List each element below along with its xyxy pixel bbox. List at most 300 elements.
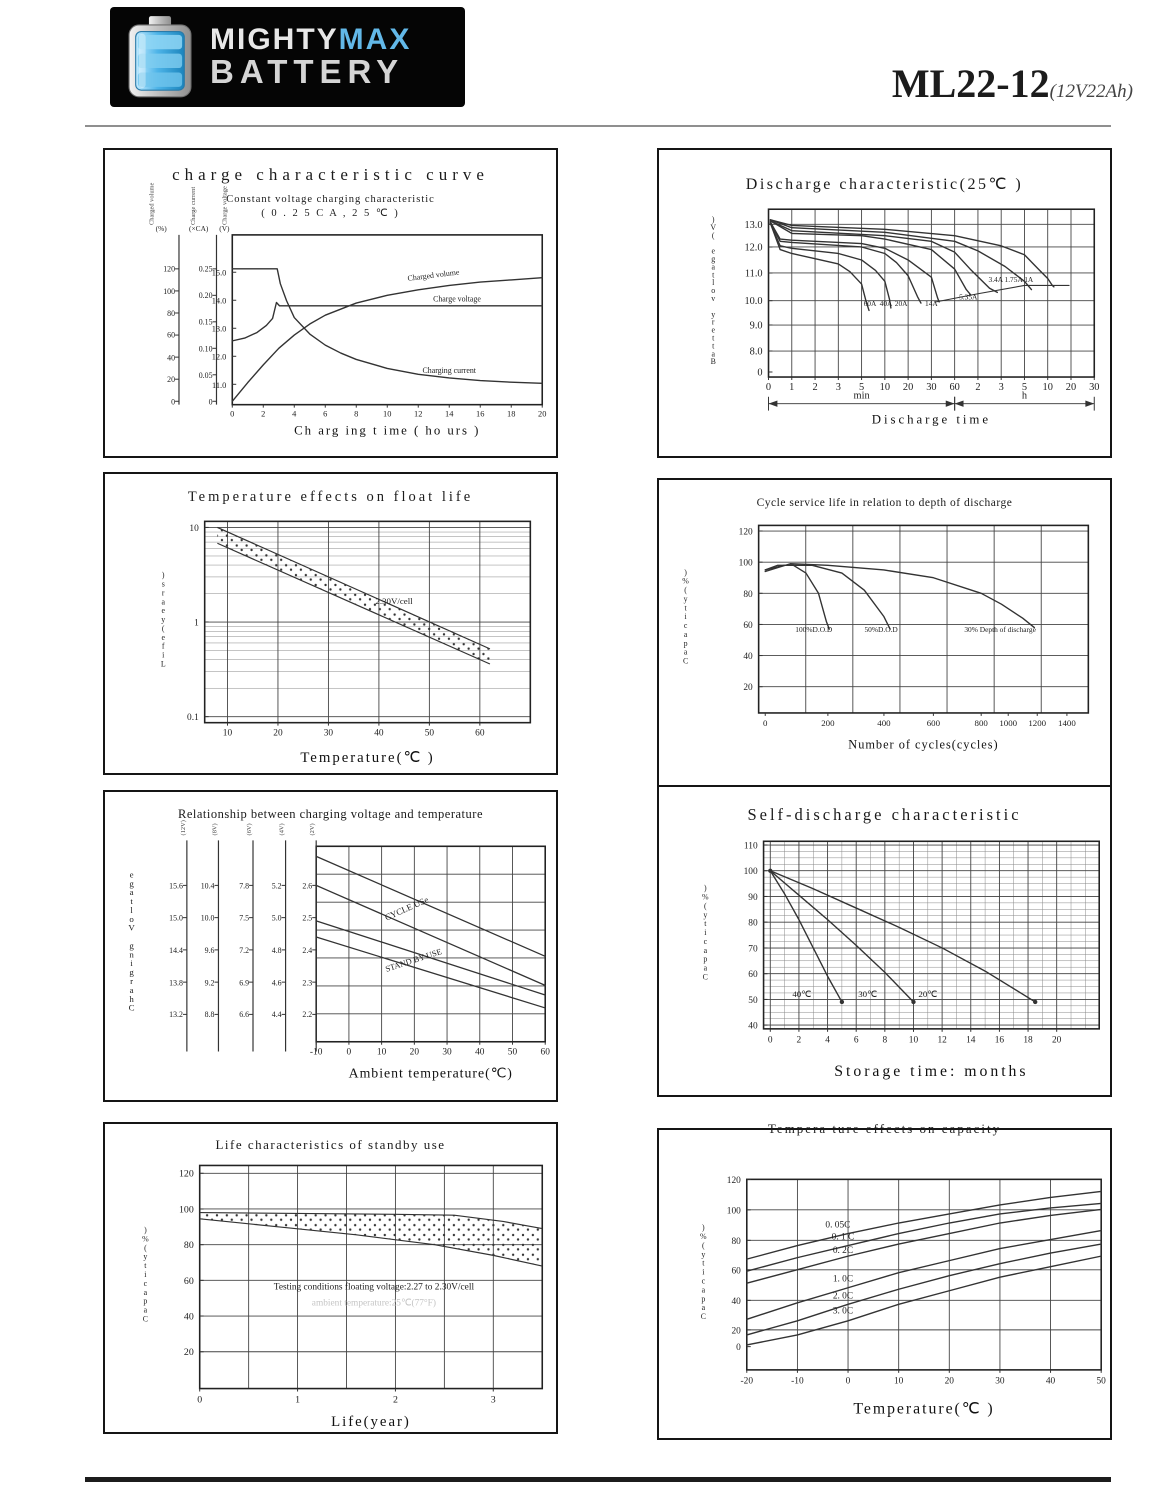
chart-title: Discharge characteristic(25℃ ) [745,176,1024,193]
svg-text:a: a [703,945,708,955]
svg-text:y: y [703,910,708,920]
svg-text:(: ( [144,1243,147,1253]
svg-text:0.05: 0.05 [198,371,213,381]
svg-text:5: 5 [858,381,865,393]
svg-text:y: y [143,1252,148,1262]
chart-title: charge characteristic curve [172,165,489,184]
svg-text:40: 40 [748,1021,758,1032]
svg-text:Storage time: months: Storage time: months [834,1063,1029,1081]
svg-text:CYCLE USe: CYCLE USe [383,894,430,923]
chart-title: Cycle service life in relation to depth of discharge [756,497,1013,509]
svg-text:1: 1 [194,618,199,629]
svg-text:800: 800 [974,717,988,728]
svg-text:0. 1 C: 0. 1 C [831,1232,855,1243]
svg-text:Charged volume: Charged volume [148,182,156,226]
svg-text:120: 120 [738,527,753,538]
svg-text:t: t [712,333,715,343]
svg-text:Ch arg ing t ime ( ho urs ): Ch arg ing t ime ( ho urs ) [294,423,481,438]
svg-text:2.4: 2.4 [302,945,313,955]
svg-text:9.0: 9.0 [749,320,763,332]
svg-text:120: 120 [163,264,176,274]
svg-text:t: t [702,1258,705,1268]
svg-text:0: 0 [197,1394,203,1406]
svg-text:7.2: 7.2 [239,945,250,955]
svg-text:-20: -20 [740,1376,754,1387]
svg-text:3. 0C: 3. 0C [832,1306,854,1317]
svg-text:C: C [700,1312,706,1322]
chart-title: Self-discharge characteristic [747,805,1022,824]
svg-text:%: % [700,1232,707,1242]
svg-text:400: 400 [877,717,891,728]
svg-text:0.1: 0.1 [187,713,199,724]
svg-text:60: 60 [167,330,176,340]
svg-text:3.4A 1.75A 1A: 3.4A 1.75A 1A [988,274,1034,284]
svg-text:60: 60 [748,970,758,981]
svg-text:(8V): (8V) [211,823,219,836]
svg-text:3: 3 [998,381,1004,393]
svg-text:60: 60 [731,1266,741,1277]
svg-text:120: 120 [178,1168,194,1180]
discharge-characteristic-panel [657,148,1112,458]
charging-voltage-temperature-chart [105,792,556,1100]
svg-text:0: 0 [171,397,176,407]
svg-text:0: 0 [346,1047,352,1058]
svg-text:C: C [128,1002,135,1013]
svg-text:a: a [701,1285,706,1295]
float-life-chart [105,474,556,773]
chart-title: Tempera ture effects on capacity [767,1121,1002,1136]
svg-text:80: 80 [748,918,758,929]
svg-text:(4V): (4V) [278,823,286,836]
svg-text:4.6: 4.6 [271,978,282,988]
svg-text:(: ( [161,623,165,633]
svg-text:8.8: 8.8 [204,1010,215,1020]
svg-text:1000: 1000 [999,717,1018,728]
svg-text:B: B [710,357,716,367]
svg-text:Number of cycles(cycles): Number of cycles(cycles) [848,737,999,752]
svg-text:40: 40 [475,1047,485,1058]
svg-text:-10: -10 [791,1376,804,1387]
svg-text:(×CA): (×CA) [189,223,209,233]
svg-text:a: a [143,1287,148,1297]
svg-text:c: c [701,1276,706,1286]
svg-text:30: 30 [1089,381,1100,393]
svg-text:i: i [144,1270,147,1280]
svg-text:0: 0 [765,381,772,393]
battery-icon [124,15,196,99]
brand-text [210,22,412,91]
svg-text:V: V [128,922,135,933]
svg-text:10: 10 [908,1035,919,1046]
svg-text:(12V): (12V) [179,820,187,836]
svg-text:e: e [161,632,165,642]
svg-text:6.9: 6.9 [239,978,250,988]
svg-text:(2V): (2V) [309,823,317,836]
svg-text:8.0: 8.0 [749,346,763,358]
svg-text:12: 12 [937,1035,947,1046]
svg-text:3: 3 [490,1394,496,1406]
svg-text:30℃: 30℃ [858,988,878,999]
svg-text:11.0: 11.0 [744,268,763,280]
svg-text:10: 10 [376,1047,387,1058]
svg-text:120: 120 [726,1175,741,1186]
svg-text:12.0: 12.0 [744,242,763,254]
svg-text:7.8: 7.8 [239,881,250,891]
svg-text:60: 60 [949,381,960,393]
svg-text:y: y [683,594,688,604]
svg-text:15.0: 15.0 [211,268,227,278]
svg-text:100: 100 [743,867,758,878]
svg-text:a: a [701,1303,706,1313]
svg-text:o: o [711,286,716,296]
svg-text:13.8: 13.8 [169,978,183,988]
svg-text:14.4: 14.4 [169,945,183,955]
svg-text:Ambient temperature(℃): Ambient temperature(℃) [348,1065,513,1081]
svg-text:0: 0 [230,409,235,419]
svg-text:a: a [683,629,688,639]
svg-text:a: a [711,262,715,272]
svg-text:2. 0C: 2. 0C [832,1291,854,1302]
svg-text:y: y [711,309,716,319]
svg-text:10: 10 [383,409,392,419]
svg-text:100: 100 [178,1204,194,1216]
svg-text:20: 20 [1052,1035,1062,1046]
svg-text:1. 0C: 1. 0C [832,1274,854,1285]
svg-text:a: a [143,1305,148,1315]
svg-text:3: 3 [835,381,841,393]
svg-text:40℃: 40℃ [792,988,812,999]
svg-text:8: 8 [882,1035,888,1046]
svg-text:5: 5 [1021,381,1028,393]
svg-text:600: 600 [926,717,941,728]
svg-text:10.0: 10.0 [200,913,215,923]
svg-text:L: L [160,659,166,669]
svg-text:15.6: 15.6 [169,881,183,891]
svg-text:C: C [142,1314,149,1324]
svg-text:100: 100 [738,558,753,569]
svg-text:14.0: 14.0 [211,296,227,306]
svg-text:%: % [682,576,689,586]
svg-text:i: i [702,1267,705,1277]
svg-text:r: r [161,588,165,598]
svg-text:4.8: 4.8 [271,945,282,955]
footer-rule [85,1477,1111,1482]
svg-text:60A: 60A [863,299,877,309]
svg-text:4: 4 [292,409,297,419]
svg-text:100%D.O.D: 100%D.O.D [795,625,833,635]
model-number: ML22-12 [891,61,1050,106]
svg-text:t: t [130,896,133,907]
svg-text:20: 20 [731,1326,741,1337]
svg-text:y: y [701,1249,706,1259]
svg-text:g: g [711,254,716,264]
svg-text:1200: 1200 [1028,717,1047,728]
svg-text:e: e [711,325,715,335]
svg-text:l: l [130,904,133,915]
svg-text:a: a [129,887,134,898]
svg-text:Life(year): Life(year) [331,1414,411,1431]
svg-text:%: % [142,1234,149,1244]
temperature-capacity-chart [659,1130,1110,1438]
svg-text:Charging current: Charging current [422,366,476,376]
svg-text:i: i [684,612,687,622]
svg-text:13.0: 13.0 [744,219,763,231]
svg-text:t: t [712,270,715,280]
svg-text:e: e [129,869,134,880]
svg-text:2.3: 2.3 [302,978,313,988]
svg-text:0.15: 0.15 [198,317,213,327]
svg-text:14A: 14A [925,299,938,309]
svg-text:C: C [682,656,689,666]
svg-text:10: 10 [879,381,891,393]
svg-text:2: 2 [261,409,266,419]
svg-text:20℃: 20℃ [918,988,938,999]
svg-text:10: 10 [189,523,199,534]
svg-text:Discharge time: Discharge time [871,412,992,427]
svg-text:9.2: 9.2 [204,978,215,988]
brand-max: MAX [338,22,412,56]
svg-text:50: 50 [1096,1376,1106,1387]
svg-text:a: a [683,647,688,657]
svg-text:20: 20 [743,683,753,694]
svg-text:8: 8 [354,409,359,419]
svg-text:2: 2 [796,1035,802,1046]
svg-text:40: 40 [374,728,384,739]
chart-subtitle-conditions: ( 0 . 2 5 C A , 2 5 ℃ ) [261,208,400,219]
svg-text:): ) [684,567,687,577]
svg-text:i: i [162,650,165,660]
svg-text:c: c [143,1278,148,1288]
svg-text:10.0: 10.0 [744,296,763,308]
svg-text:0: 0 [767,1035,773,1046]
svg-text:l: l [712,278,715,288]
model-title [892,60,1133,107]
svg-text:110: 110 [743,841,758,852]
svg-text:16: 16 [476,409,485,419]
cycle-service-life-panel [657,478,1112,788]
svg-text:(: ( [704,901,707,911]
svg-text:): ) [711,215,715,225]
svg-text:1400: 1400 [1058,717,1076,728]
svg-text:e: e [711,246,715,256]
svg-text:): ) [161,570,165,580]
svg-text:g: g [129,967,134,978]
svg-text:20: 20 [273,728,283,739]
svg-text:9.6: 9.6 [204,945,215,955]
svg-text:100: 100 [726,1206,741,1217]
svg-text:16: 16 [994,1035,1005,1046]
svg-text:p: p [701,1294,706,1304]
svg-text:30: 30 [442,1047,452,1058]
brand-mighty: MIGHTY [210,22,339,56]
svg-text:0.20: 0.20 [198,291,213,301]
svg-text:r: r [130,976,134,987]
svg-text:(: ( [711,230,715,240]
svg-text:13.2: 13.2 [169,1010,183,1020]
svg-text:20: 20 [1065,381,1077,393]
svg-text:40: 40 [731,1296,741,1307]
svg-text:a: a [711,349,715,359]
svg-text:0: 0 [736,1343,741,1354]
svg-text:2.2: 2.2 [302,1010,313,1020]
svg-text:STAND BY USE: STAND BY USE [384,947,443,974]
svg-text:0.10: 0.10 [198,344,213,354]
svg-text:0: 0 [845,1376,851,1387]
svg-text:p: p [703,954,708,964]
svg-text:(%): (%) [155,223,167,233]
svg-text:18: 18 [1023,1035,1033,1046]
svg-text:Temperature(℃ ): Temperature(℃ ) [300,750,435,767]
svg-text:60: 60 [540,1047,550,1058]
svg-text:2: 2 [975,381,981,393]
svg-text:r: r [711,317,715,327]
svg-text:(6V): (6V) [246,823,254,836]
svg-text:v: v [711,294,716,304]
svg-text:80: 80 [731,1236,741,1247]
svg-text:12.0: 12.0 [211,352,227,362]
svg-text:g: g [129,940,134,951]
svg-text:30: 30 [323,728,334,739]
svg-text:14: 14 [966,1035,976,1046]
float-life-panel [103,472,558,775]
chart-title: Relationship between charging voltage and temperature [178,807,483,821]
svg-text:30: 30 [926,381,937,393]
svg-text:min: min [853,390,870,402]
svg-text:20: 20 [902,381,914,393]
svg-text:20: 20 [183,1347,194,1359]
svg-text:5.2: 5.2 [271,881,282,891]
svg-text:c: c [703,936,708,946]
discharge-characteristic-chart [659,150,1110,456]
svg-text:Temperature(℃ ): Temperature(℃ ) [853,1400,995,1418]
svg-text:s: s [161,579,165,589]
chart-subtitle: Constant voltage charging characteristic [226,194,435,205]
temperature-capacity-panel [657,1121,1112,1440]
svg-text:60: 60 [183,1275,194,1287]
svg-text:60: 60 [743,620,753,631]
svg-text:(: ( [684,585,687,595]
svg-text:Charge voltage: Charge voltage [433,294,481,304]
svg-text:20: 20 [167,374,176,384]
cycle-service-life-chart [659,480,1110,786]
svg-text:o: o [129,913,134,924]
svg-text:5.0: 5.0 [271,913,282,923]
svg-text:g: g [129,878,134,889]
svg-text:11.0: 11.0 [212,380,227,390]
svg-text:40: 40 [183,1311,194,1323]
svg-text:10: 10 [894,1376,904,1387]
svg-text:p: p [683,638,688,648]
svg-text:4.4: 4.4 [271,1010,282,1020]
svg-text:-10: -10 [309,1047,323,1058]
standby-life-chart [105,1124,556,1432]
svg-text:%: % [702,892,709,902]
svg-text:ambient temperature:25℃(77°F): ambient temperature:25℃(77°F) [311,1298,437,1309]
svg-text:a: a [129,984,134,995]
svg-text:i: i [704,928,707,938]
svg-text:10: 10 [222,728,233,739]
svg-text:50: 50 [424,728,435,739]
svg-text:50: 50 [748,995,758,1006]
svg-text:c: c [683,621,688,631]
svg-text:30: 30 [995,1376,1005,1387]
svg-text:1: 1 [295,1394,301,1406]
svg-text:12: 12 [414,409,423,419]
svg-text:70: 70 [748,944,758,955]
svg-text:Charged volume: Charged volume [407,267,460,283]
svg-text:h: h [129,993,134,1004]
charge-characteristic-panel [103,148,558,458]
svg-text:18: 18 [507,409,516,419]
svg-text:2.30V/cell: 2.30V/cell [375,596,413,607]
chart-title: Life characteristics of standby use [215,1137,446,1152]
svg-text:e: e [161,606,165,616]
brand-logo [110,7,465,107]
svg-text:): ) [704,883,707,893]
svg-text:Testing conditions floating vo: Testing conditions floating voltage:2.27 to 2.30V/cell [273,1282,475,1293]
svg-text:t: t [684,603,687,613]
svg-text:80: 80 [183,1240,194,1252]
svg-text:(: ( [702,1240,705,1250]
svg-text:30% Depth of discharge: 30% Depth of discharge [964,625,1036,635]
svg-text:15.0: 15.0 [169,913,183,923]
svg-text:10: 10 [1042,381,1053,393]
svg-text:50%D.O.D: 50%D.O.D [864,625,898,635]
svg-text:20: 20 [944,1376,954,1387]
self-discharge-panel [657,785,1112,1097]
brand-battery: BATTERY [210,53,405,91]
svg-text:90: 90 [748,892,758,903]
svg-text:40A: 40A [879,299,893,309]
svg-text:V: V [710,222,717,232]
charging-voltage-temperature-panel [103,790,558,1102]
svg-text:20A: 20A [894,299,908,309]
svg-text:2.5: 2.5 [302,913,313,923]
svg-text:a: a [161,597,165,607]
svg-text:200: 200 [821,717,835,728]
svg-text:Charge voltage: Charge voltage [221,186,229,226]
svg-text:80: 80 [167,308,176,318]
svg-text:5.35A: 5.35A [959,292,978,302]
svg-text:4: 4 [825,1035,830,1046]
svg-text:p: p [143,1296,148,1306]
svg-text:C: C [702,972,708,982]
standby-life-panel [103,1122,558,1434]
svg-text:2: 2 [812,381,818,393]
svg-text:6.6: 6.6 [239,1010,250,1020]
svg-text:40: 40 [167,353,176,363]
svg-text:0.25: 0.25 [198,264,213,274]
svg-text:t: t [704,919,707,929]
svg-text:14: 14 [445,409,454,419]
svg-text:Charge current: Charge current [189,186,197,226]
svg-text:20: 20 [538,409,547,419]
svg-text:): ) [702,1223,705,1233]
header-rule [85,125,1111,127]
svg-text:2.6: 2.6 [302,881,313,891]
svg-text:7.5: 7.5 [239,913,250,923]
self-discharge-chart [659,787,1110,1095]
svg-text:0: 0 [757,367,763,379]
svg-text:6: 6 [853,1035,859,1046]
svg-text:40: 40 [1045,1376,1056,1387]
model-capacity-spec: (12V22Ah) [1049,81,1133,102]
svg-text:h: h [1021,390,1028,402]
svg-text:0. 2C: 0. 2C [832,1246,854,1257]
svg-text:0. 05C: 0. 05C [825,1220,851,1231]
svg-text:1: 1 [789,381,795,393]
svg-text:y: y [161,615,166,625]
